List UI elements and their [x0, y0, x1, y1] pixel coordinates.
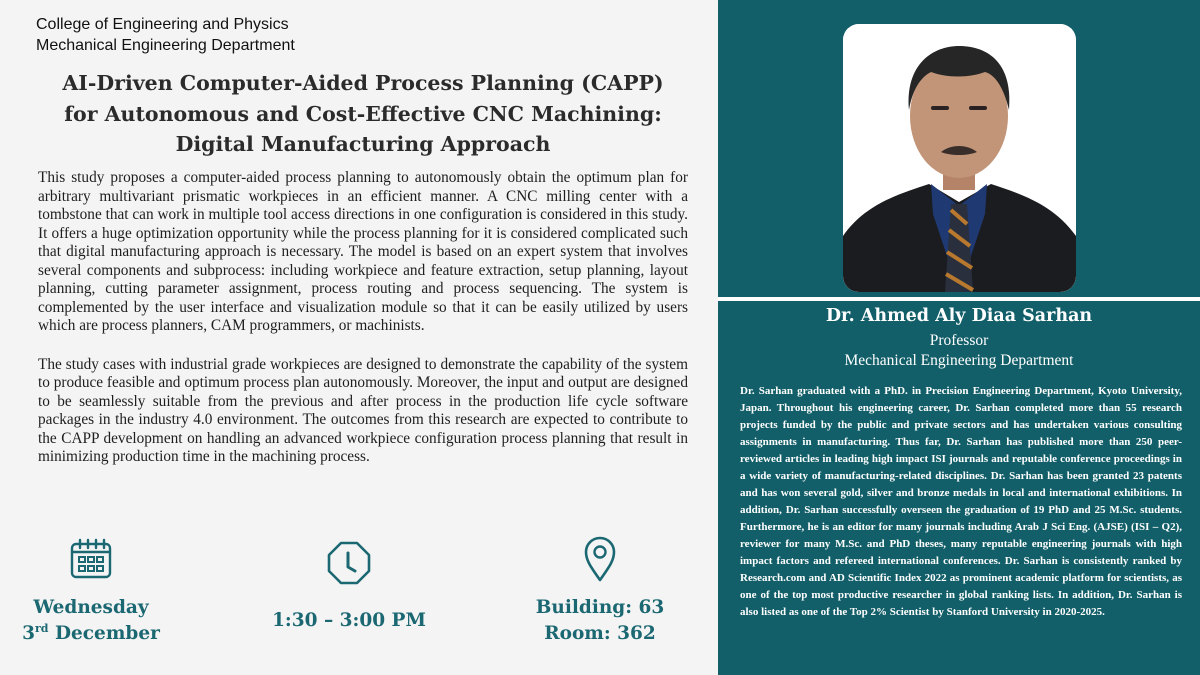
event-month: December: [54, 623, 160, 644]
department-name: Mechanical Engineering Department: [36, 37, 295, 54]
speaker-photo: [843, 24, 1076, 292]
talk-title: [20, 68, 706, 160]
abstract-paragraph: This study proposes a computer-aided process planning to autonomously obtain the optimum plan for arbitrary multivariant prismatic workpieces in an efficient manner. A CNC milling center with a tombstone that can work in multiple tool access directions in one configuration is considered in this study. It offers a huge optimization opportunity while the process planning for it is considered complicated such that digital manufacturing approach is necessary. The model is based on an expert system that involves several components and subprocess: including workpiece and feature extraction, setup planning, layout planning, cutting parameter assignment, process routing and process sequencing. The system is complemented by the user interface and visualization module so that it can be easily utilized by users which are process planners, CAM programmers, or machinists.: [38, 169, 688, 334]
location-pin-icon: [583, 536, 617, 582]
organizer-header: [36, 14, 295, 56]
event-date-number: 3: [22, 623, 36, 644]
divider: [718, 297, 1200, 301]
event-date: [20, 595, 162, 647]
event-building: Building: 63: [535, 597, 665, 618]
speaker-department: Mechanical Engineering Department: [844, 352, 1074, 369]
calendar-icon: [69, 538, 113, 580]
talk-title-line: for Autonomous and Cost-Effective CNC Machining:: [64, 101, 662, 126]
event-date-suffix: rd: [35, 621, 49, 635]
event-time: 1:30 – 3:00 PM: [272, 610, 426, 631]
event-day: Wednesday: [33, 597, 149, 618]
abstract: [38, 169, 688, 487]
speaker-role: [718, 331, 1200, 371]
abstract-paragraph: The study cases with industrial grade workpieces are designed to demonstrate the capability of the system to produce feasible and optimum process plan autonomously. Moreover, the input and output are designed to be seamlessly suitable from the previous and after process in the production life cycle software packages in the industry 4.0 environment. The outcomes from this research are expected to contribute to the CAPP development on handling an advanced workpiece configuration process planning that result in minimizing production time in the machining process.: [38, 355, 688, 465]
speaker-name: Dr. Ahmed Aly Diaa Sarhan: [825, 306, 1093, 326]
talk-title-line: AI-Driven Computer-Aided Process Planning (CAPP): [62, 71, 664, 95]
clock-icon: [326, 540, 372, 586]
speaker-bio: Dr. Sarhan graduated with a PhD. in Precision Engineering Department, Kyoto University, Japan. Throughout his engineering career, Dr. Sarhan completed more than 55 research projects funded by the public and private sectors and has undertaken various consulting assignments in manufacturing. Thus far, Dr. Sarhan has published more than 250 peer-reviewed articles in leading high impact ISI journals and reputable conference proceedings in a wide variety of manufacturing-related disciplines. Dr. Sarhan has been granted 23 patents and has won several gold, silver and bronze medals in local and international exhibitions. In addition, Dr. Sarhan successfully overseen the graduation of 19 PhD and 25 M.Sc. students. Furthermore, he is an editor for many journals including Arab J Sci Eng. (AJSE) (ISI – Q2), reviewer for many M.Sc. and PhD theses, many reputable engineering journals with high impact factors and refereed international conferences. Dr. Sarhan is consistently ranked by Research.com and AD Scientific Index 2022 as prominent academic platform for scientists, as one of the top most productive researcher in global ranking lists. In addition, Dr. Sarhan is also listed as one of the Top 2% Scientist by Stanford University in 2020-2025.: [740, 385, 1182, 618]
event-room: Room: 362: [544, 623, 656, 644]
event-location: [522, 595, 678, 647]
talk-title-line: Digital Manufacturing Approach: [175, 132, 551, 156]
college-name: College of Engineering and Physics: [36, 16, 289, 33]
speaker-title: Professor: [929, 332, 989, 349]
event-date-line: [20, 621, 162, 647]
